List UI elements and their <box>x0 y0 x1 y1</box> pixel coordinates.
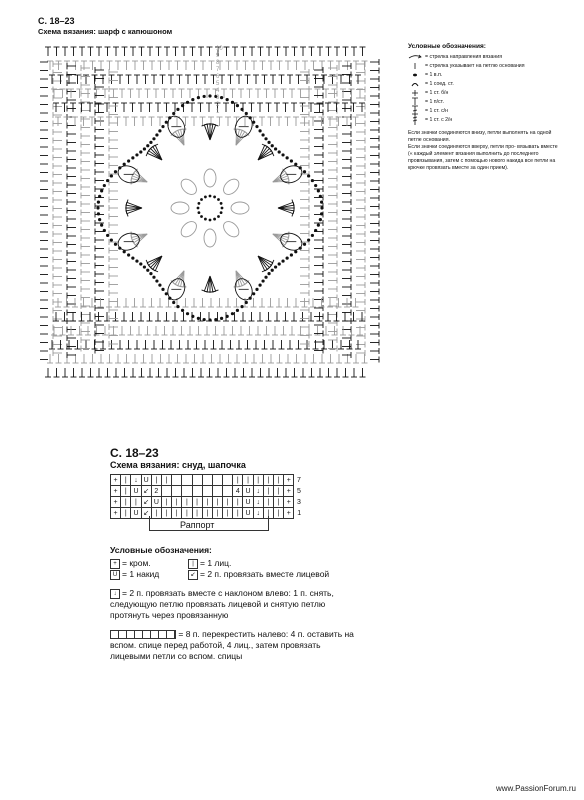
top-subtitle: Схема вязания: шарф с капюшоном <box>38 27 173 36</box>
chain-dot <box>204 218 207 221</box>
chart-cell: | <box>192 508 202 519</box>
chart-cell: 4 <box>233 486 243 497</box>
chart-cell: | <box>243 475 253 486</box>
chain-dot <box>281 153 284 156</box>
chart-cell <box>172 486 182 497</box>
stitch-mark <box>131 234 147 235</box>
chart-row <box>111 486 305 497</box>
chart-cell <box>182 486 192 497</box>
chart-cell: + <box>284 508 294 519</box>
chart-cell <box>192 475 202 486</box>
chain-dot <box>271 269 274 272</box>
chain-dot <box>114 243 117 246</box>
chain-dot <box>114 170 117 173</box>
chart-cell: | <box>161 475 171 486</box>
chain-dot <box>267 272 270 275</box>
stitch-mark <box>210 125 216 140</box>
chain-dot <box>172 112 175 115</box>
chart-cell: | <box>263 497 273 508</box>
chart-cell <box>212 486 222 497</box>
chain-dot <box>231 312 234 315</box>
chain-dot <box>220 317 223 320</box>
chart-cell: + <box>111 508 121 519</box>
chain-dot <box>236 104 239 107</box>
chain-dot <box>149 272 152 275</box>
chain-dot <box>110 174 113 177</box>
treble-crochet-icon <box>408 113 422 126</box>
chain-dot <box>97 212 100 215</box>
stitch-mark <box>204 276 210 291</box>
chart-cell: | <box>223 508 233 519</box>
legend2-title: Условные обозначения: <box>110 545 212 555</box>
chart-cell: | <box>274 508 284 519</box>
chain-dot <box>320 206 323 209</box>
chain-dot <box>258 129 261 132</box>
chain-dot <box>226 98 229 101</box>
row-number: 1 <box>297 509 302 517</box>
chain-dot <box>200 198 203 201</box>
chart-cell <box>172 475 182 486</box>
chart-cell: | <box>182 497 192 508</box>
chain-dot <box>226 315 229 318</box>
legend2-item-text: = кром. <box>122 558 151 568</box>
chain-dot <box>240 108 243 111</box>
chain-dot <box>220 211 223 214</box>
stitch-mark <box>273 181 289 182</box>
chain-dot <box>106 179 109 182</box>
chain-dot <box>197 207 200 210</box>
chain-dot <box>220 202 223 205</box>
knit-symbol-icon: U <box>110 570 120 580</box>
chain-dot <box>146 144 149 147</box>
chain-dot <box>197 96 200 99</box>
chain-dot <box>258 284 261 287</box>
chart-cell: | <box>172 508 182 519</box>
legend1-note: Если значки соединяются внизу, петли выполнять на одной петле основания. <box>408 130 552 143</box>
chart-cell: | <box>202 497 212 508</box>
chart-cell <box>182 475 192 486</box>
legend2-item <box>110 558 188 569</box>
chart-cell: ↓ <box>253 486 263 497</box>
chain-dot <box>161 288 164 291</box>
legend1-item-text: = 1 ст. с/н <box>425 107 448 114</box>
chain-dot <box>314 184 317 187</box>
legend1-item <box>408 52 578 61</box>
chain-dot <box>146 269 149 272</box>
chain-dot <box>317 224 320 227</box>
chain-dot <box>186 312 189 315</box>
chart-cell: + <box>284 486 294 497</box>
chain-dot <box>264 276 267 279</box>
chart-cell: | <box>121 508 131 519</box>
chart-cell <box>212 475 222 486</box>
chart-cell: | <box>274 475 284 486</box>
knit-symbol-icon: ↓ <box>110 589 120 599</box>
chain-dot <box>220 96 223 99</box>
watermark: www.PassionForum.ru <box>495 784 576 793</box>
row-number: 4 <box>216 88 220 94</box>
chart-cell: U <box>243 497 253 508</box>
chart-cell: 2 <box>151 486 161 497</box>
chain-dot <box>191 98 194 101</box>
chain-dot <box>186 101 189 104</box>
chain-dot <box>127 159 130 162</box>
chain-dot <box>314 229 317 232</box>
chart-cell: | <box>274 497 284 508</box>
chart-cell: + <box>284 497 294 508</box>
chart-cell <box>223 486 233 497</box>
chain-dot <box>217 215 220 218</box>
bottom-subtitle: Схема вязания: снуд, шапочка <box>110 460 246 470</box>
chart-cell: ↙ <box>141 497 151 508</box>
chain-dot <box>143 147 146 150</box>
row-number: 7 <box>297 476 301 484</box>
petal-mark <box>221 219 242 240</box>
chain-dot <box>271 144 274 147</box>
chart-cell: | <box>192 497 202 508</box>
petal-mark <box>171 202 189 214</box>
chart-cell: | <box>151 475 161 486</box>
chain-dot <box>106 234 109 237</box>
chain-dot <box>139 150 142 153</box>
chart-cell: | <box>202 508 212 519</box>
chain-dot <box>97 201 100 204</box>
chain-dot <box>209 219 212 222</box>
arrow-base-icon <box>408 63 422 69</box>
chart-cell: | <box>263 475 273 486</box>
legend1-item-text: = 1 в.п. <box>425 71 443 78</box>
chart-cell: | <box>131 497 141 508</box>
chain-dot <box>176 305 179 308</box>
stitch-mark <box>183 129 184 145</box>
petal-mark <box>204 169 216 187</box>
chart-cell: | <box>233 508 243 519</box>
chain-dot <box>320 212 323 215</box>
row-number: 5 <box>297 487 301 495</box>
chain-dot <box>100 224 103 227</box>
chain-dot <box>255 288 258 291</box>
row-number: 8 <box>216 60 220 66</box>
legend1-item-text: = стрелка указывает на петлю основания <box>425 62 525 69</box>
chart-cell: ↓ <box>253 497 263 508</box>
chain-dot <box>278 262 281 265</box>
chain-dot <box>198 202 201 205</box>
legend1-item <box>408 79 578 88</box>
legend1-item <box>408 97 578 106</box>
chain-dot <box>139 262 142 265</box>
chart-row <box>111 497 305 508</box>
chain-dot <box>204 196 207 199</box>
chart-cell: | <box>121 497 131 508</box>
legend1-item <box>408 88 578 97</box>
chain-dot <box>131 256 134 259</box>
chain-dot <box>181 104 184 107</box>
chain-dot <box>317 189 320 192</box>
petal-mark <box>204 229 216 247</box>
chart-cell: | <box>121 486 131 497</box>
legend1-item <box>408 115 578 124</box>
legend1-item <box>408 61 578 70</box>
chain-dot <box>152 276 155 279</box>
chart-cell: U <box>243 508 253 519</box>
legend1-title: Условные обозначения: <box>408 43 486 50</box>
chain-dot <box>191 315 194 318</box>
row-number: 1 <box>216 109 220 115</box>
legend1-item-text: = 1 ст. б/н <box>425 89 449 96</box>
legend2-note1: ↓ = 2 п. провязать вместе с наклоном влево: 1 п. снять, следующую петлю провязать лицевой и снятую петлю протянуть через провязанную <box>110 588 334 620</box>
chart-cell: + <box>284 475 294 486</box>
row-number: 9 <box>216 53 220 59</box>
row-number: 5 <box>216 81 220 87</box>
chart-cell: | <box>263 508 273 519</box>
chain-dot <box>290 159 293 162</box>
chain-dot <box>319 218 322 221</box>
chain-icon <box>408 72 422 78</box>
legend1-item <box>408 70 578 79</box>
knit-symbol-icon: + <box>110 559 120 569</box>
chart-cell <box>161 486 171 497</box>
chain-dot <box>98 195 101 198</box>
chain-dot <box>214 318 217 321</box>
chain-dot <box>208 94 211 97</box>
chain-dot <box>197 317 200 320</box>
chart-cell: | <box>121 475 131 486</box>
chain-dot <box>278 150 281 153</box>
knit-symbol-icon: | <box>188 559 198 569</box>
knit-symbol-icon: ↙ <box>188 570 198 580</box>
stitch-mark <box>127 202 142 208</box>
chain-dot <box>264 137 267 140</box>
chart-cell: + <box>111 486 121 497</box>
chain-dot <box>155 279 158 282</box>
legend2-item <box>188 558 358 569</box>
legend2-item-text: = 1 лиц. <box>200 558 232 568</box>
chain-dot <box>267 141 270 144</box>
chart-cell: | <box>172 497 182 508</box>
chart-cell: | <box>161 497 171 508</box>
row-number: 10 <box>216 46 223 52</box>
legend1-item-text: = 1 п/ст. <box>425 98 444 105</box>
chain-dot <box>281 259 284 262</box>
chart-cell: | <box>233 497 243 508</box>
chart-cell: | <box>182 508 192 519</box>
chart-cell <box>202 486 212 497</box>
crochet-chart <box>40 38 390 408</box>
chain-dot <box>135 153 138 156</box>
chain-dot <box>131 156 134 159</box>
chain-dot <box>98 218 101 221</box>
chart-cell: U <box>131 508 141 519</box>
chain-dot <box>286 256 289 259</box>
chart-row <box>111 475 305 486</box>
chain-dot <box>149 141 152 144</box>
row-number: 7 <box>216 67 220 73</box>
chain-dot <box>303 243 306 246</box>
legend1-item-text: = стрелка направления вязания <box>425 53 503 60</box>
chain-dot <box>200 215 203 218</box>
chart-cell: U <box>141 475 151 486</box>
chain-dot <box>127 253 130 256</box>
chain-dot <box>245 301 248 304</box>
petal-mark <box>178 176 199 197</box>
rapport-label: Раппорт <box>180 520 215 530</box>
chain-dot <box>103 229 106 232</box>
row-number: 3 <box>297 498 301 506</box>
chain-dot <box>274 265 277 268</box>
chain-dot <box>255 125 258 128</box>
chart-cell: + <box>111 475 121 486</box>
chain-dot <box>203 95 206 98</box>
chart-cell: ↙ <box>141 508 151 519</box>
chain-dot <box>274 147 277 150</box>
chain-dot <box>221 207 224 210</box>
legend1-item-text: = 1 соед. ст. <box>425 80 454 87</box>
chain-dot <box>320 201 323 204</box>
chart-cell: ↓ <box>131 475 141 486</box>
bottom-code: С. 18–23 <box>110 446 159 460</box>
legend2-item-text: = 1 накид <box>122 569 160 579</box>
chart-cell <box>202 475 212 486</box>
chain-dot <box>135 259 138 262</box>
chain-dot <box>245 112 248 115</box>
knit-chart <box>110 474 305 519</box>
chain-dot <box>307 238 310 241</box>
petal-mark <box>178 219 199 240</box>
chain-dot <box>286 156 289 159</box>
single-crochet-icon <box>408 89 422 97</box>
chain-dot <box>209 195 212 198</box>
chain-dot <box>311 179 314 182</box>
chart-cell: ↙ <box>141 486 151 497</box>
chart-cell: | <box>161 508 171 519</box>
legend2-item <box>110 569 188 580</box>
chain-dot <box>152 137 155 140</box>
slip-stitch-icon <box>408 81 422 87</box>
chart-cell: | <box>212 508 222 519</box>
chain-dot <box>236 309 239 312</box>
chain-dot <box>311 234 314 237</box>
chain-dot <box>307 174 310 177</box>
chain-dot <box>181 309 184 312</box>
chain-dot <box>261 279 264 282</box>
chain-dot <box>161 125 164 128</box>
legend1-item <box>408 106 578 115</box>
chain-dot <box>103 184 106 187</box>
chain-dot <box>217 198 220 201</box>
legend2-item-text: = 2 п. провязать вместе лицевой <box>200 569 330 579</box>
petal-mark <box>221 176 242 197</box>
row-number: 2 <box>216 102 220 108</box>
chain-dot <box>213 196 216 199</box>
chart-cell: | <box>253 475 263 486</box>
chain-dot <box>240 305 243 308</box>
chart-cell: ↓ <box>253 508 263 519</box>
chart-cell: U <box>151 497 161 508</box>
chain-dot <box>231 101 234 104</box>
arrow-direction-icon <box>408 54 422 60</box>
chart-cell: | <box>233 475 243 486</box>
row-number: 6 <box>216 74 220 80</box>
legend2-note2: = 8 п. перекрестить налево: 4 п. оставить на вспом. спице перед работой, 4 лиц., затем провязать лицевыми петли со вспом. спицы <box>110 629 354 661</box>
chain-dot <box>110 238 113 241</box>
chain-dot <box>143 265 146 268</box>
top-code: С. 18–23 <box>38 16 75 26</box>
chain-dot <box>261 133 264 136</box>
row-number: 3 <box>216 95 220 101</box>
chain-dot <box>213 218 216 221</box>
stitch-mark <box>236 271 237 287</box>
chain-dot <box>155 133 158 136</box>
chain-dot <box>172 301 175 304</box>
chart-cell: | <box>223 497 233 508</box>
chain-dot <box>176 108 179 111</box>
chart-cell: | <box>151 508 161 519</box>
legend1-note: Если значки соединяются вверху, петли про- вязывать вместе (« каждый элемент вязания выполнить до последнего провязывания, затем с помощью нового накида все петли на крючке провязать вместе за один прием). <box>408 144 558 171</box>
chain-dot <box>319 195 322 198</box>
stitch-mark <box>278 208 293 214</box>
chain-dot <box>158 129 161 132</box>
chart-cell: | <box>212 497 222 508</box>
chain-dot <box>303 170 306 173</box>
chart-cell: + <box>111 497 121 508</box>
legend1-item-text: = 1 ст. с 2/н <box>425 116 453 123</box>
chain-dot <box>96 206 99 209</box>
chain-dot <box>290 253 293 256</box>
petal-mark <box>231 202 249 214</box>
chart-cell <box>192 486 202 497</box>
chain-dot <box>100 189 103 192</box>
chain-dot <box>203 318 206 321</box>
chain-dot <box>208 318 211 321</box>
cable-symbol-icon <box>110 630 176 639</box>
legend2-item <box>188 569 358 580</box>
chain-dot <box>158 284 161 287</box>
legend1 <box>408 43 578 172</box>
chain-dot <box>198 211 201 214</box>
chart-cell: | <box>263 486 273 497</box>
chart-cell: U <box>243 486 253 497</box>
legend2 <box>110 545 370 662</box>
chart-cell: | <box>274 486 284 497</box>
chart-cell <box>223 475 233 486</box>
chart-cell: U <box>131 486 141 497</box>
